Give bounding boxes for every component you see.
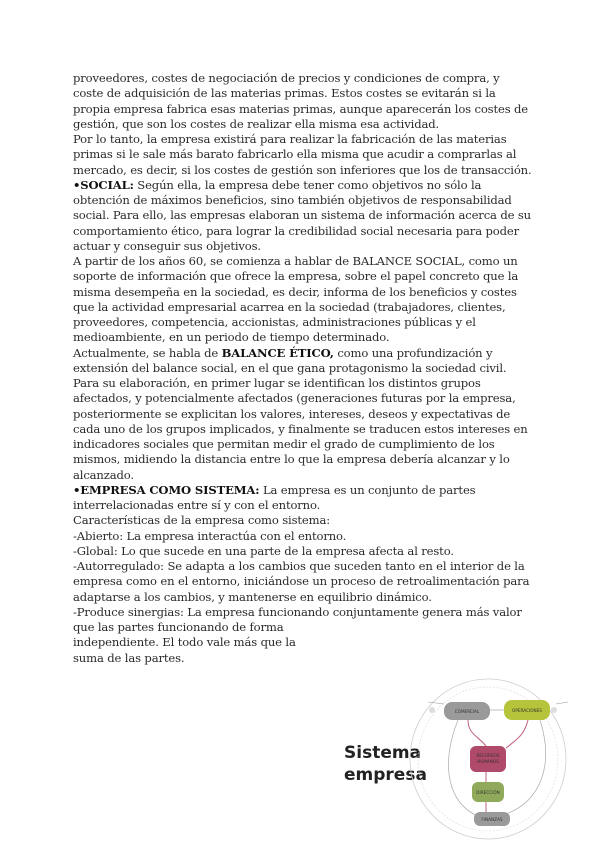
- sistema-heading: •EMPRESA COMO SISTEMA:: [73, 482, 260, 497]
- node-rrhh-label-2: HUMANOS: [477, 759, 499, 764]
- sistema-text: La empresa es un conjunto de partes interrelacionadas entre sí y con el entorno.: [73, 482, 476, 512]
- balance-etico-term: BALANCE ÉTICO,: [221, 345, 334, 360]
- arrow-input: [428, 702, 444, 704]
- figure-title-line1: Sistema: [344, 743, 422, 763]
- paragraph: Características de la empresa como sistema:: [73, 513, 330, 528]
- paragraph: A partir de los años 60, se comienza a hablar de BALANCE SOCIAL, como un soporte de información que ofrece la empresa, sobre el papel concreto que la misma desempeña en la sociedad, es decir, informa de los beneficios y costes que la actividad empresarial acarrea en la sociedad (trabajadores, clientes, proveedores, competencia, accionistas, administraciones públicas y el medioambiente, en un periodo de tiempo determinado.: [73, 254, 519, 345]
- list-item: -Global: Lo que sucede en una parte de la empresa afecta al resto.: [73, 543, 454, 558]
- node-dot: [429, 707, 435, 713]
- node-finanzas-label: FINANZAS: [481, 817, 503, 822]
- list-item-continuation: independiente. El todo vale más que la suma de las partes.: [73, 635, 296, 665]
- paragraph-balance-etico: [73, 346, 533, 483]
- paragraph-sistema: [73, 483, 533, 514]
- sistema-empresa-figure: [328, 674, 576, 848]
- arrow-right-return: [500, 720, 546, 816]
- list-item: -Abierto: La empresa interactúa con el entorno.: [73, 528, 347, 543]
- system-diagram: [328, 674, 576, 848]
- arrow-output: [556, 702, 568, 704]
- node-operaciones-label: OPERACIONES: [512, 708, 542, 713]
- node-comercial-label: COMERCIAL: [454, 709, 480, 714]
- balance-pre: Actualmente, se habla de: [73, 345, 222, 360]
- body-text: [73, 71, 533, 666]
- node-direccion-label: DIRECCIÓN: [476, 790, 500, 795]
- social-text: Según ella, la empresa debe tener como objetivos no sólo la obtención de máximos beneficios, sino también objetivos de responsabilidad social. Para ello, las empresas elaboran un sistema de información acerca de su comportamiento ético, para lograr la credibilidad social necesaria para poder actuar y conseguir sus objetivos.: [73, 177, 531, 253]
- figure-title-line2: empresa: [344, 765, 427, 785]
- arrow-to-rrhh: [468, 720, 486, 746]
- paragraph-social: [73, 178, 533, 254]
- arrow-ops-rrhh: [506, 720, 528, 748]
- list-item: -Autorregulado: Se adapta a los cambios que suceden tanto en el interior de la empresa como en el entorno, iniciándose un proceso de retroalimentación para adaptarse a los cambios, y mantenerse en equilibrio dinámico.: [73, 559, 530, 604]
- social-heading: •SOCIAL:: [73, 177, 134, 192]
- paragraph: proveedores, costes de negociación de precios y condiciones de compra, y coste de adquisición de las materias primas. Estos costes se evitarán si la propia empresa fabrica esas materias primas, aunque aparecerán los costes de gestión, que son los costes de realizar ella misma esa actividad.: [73, 71, 529, 131]
- balance-post: como una profundización y extensión del balance social, en el que gana protagonismo la sociedad civil. Para su elaboración, en primer lugar se identifican los distintos grupos afectados, y potencialmente afectados (generaciones futuras por la empresa, posteriormente se explicitan los valores, intereses, deseos y expectativas de cada uno de los grupos implicados, y finalmente se traducen estos intereses en indicadores sociales que permitan medir el grado de cumplimiento de los mismos, midiendo la distancia entre lo que la empresa debería alcanzar y lo alcanzado.: [73, 345, 528, 482]
- node-dot: [551, 707, 557, 713]
- node-rrhh-label-1: RECURSOS: [476, 753, 500, 758]
- paragraph: Por lo tanto, la empresa existirá para realizar la fabricación de las materias primas si le sale más barato fabricarlo ella misma que acudir a comprarlas al mercado, es decir, si los costes de gestión son inferiores que los de transacción.: [73, 132, 532, 177]
- list-item: -Produce sinergias: La empresa funcionando conjuntamente genera más valor que las partes funcionando de forma: [73, 604, 522, 634]
